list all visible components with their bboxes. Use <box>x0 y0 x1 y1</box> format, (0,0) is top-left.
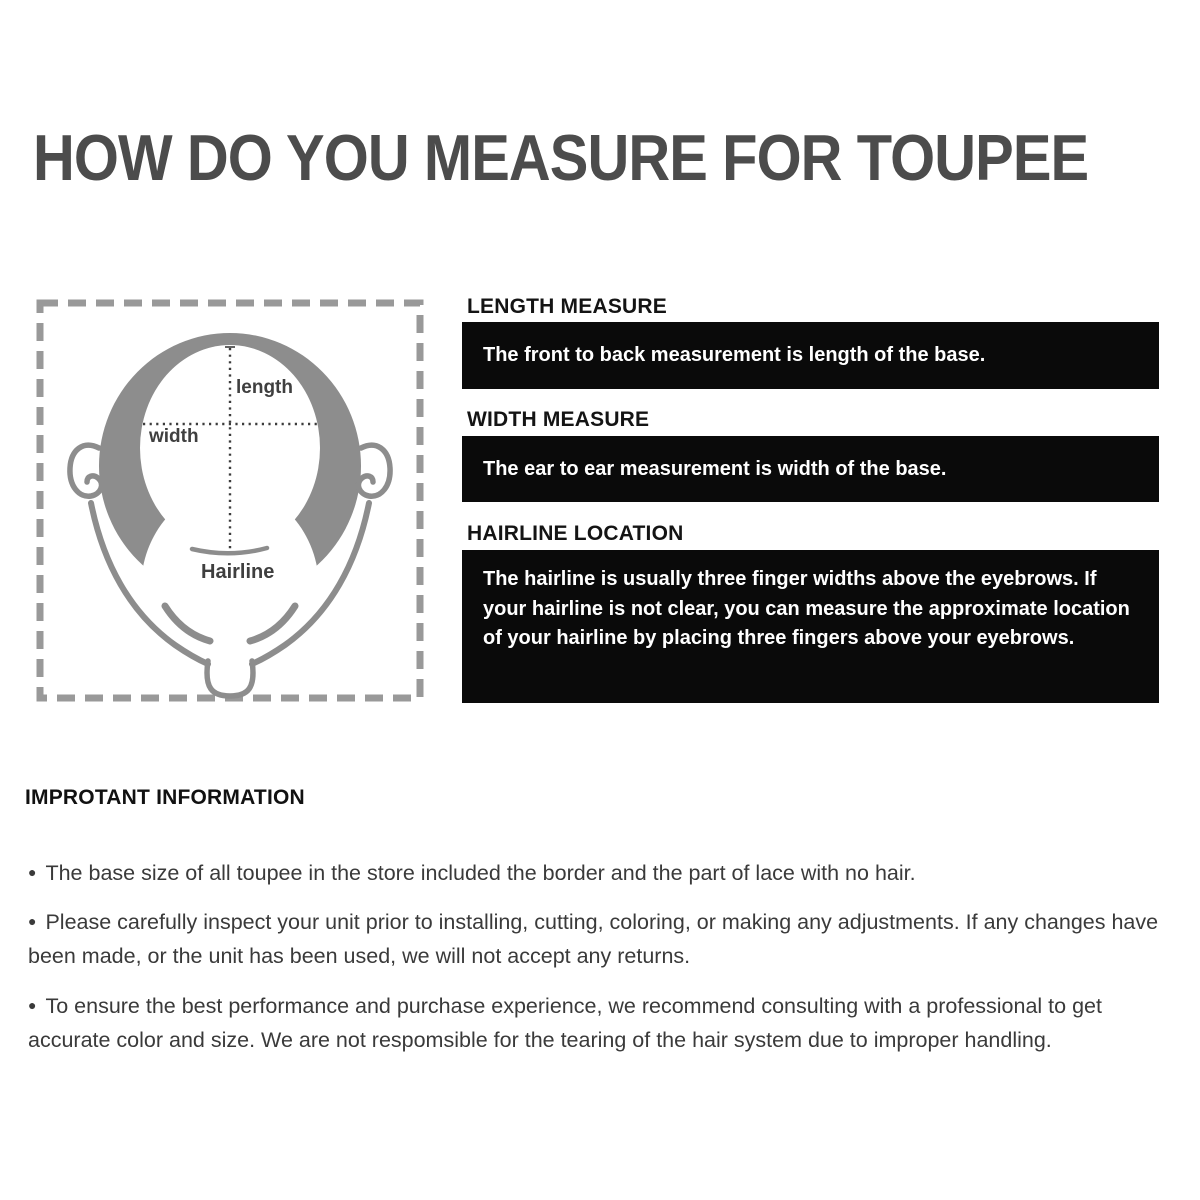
important-bullet-3 <box>28 990 1183 1056</box>
important-information-heading: IMPROTANT INFORMATION <box>25 786 305 809</box>
head-measure-diagram <box>35 298 425 703</box>
important-bullet-2-text: Please carefully inspect your unit prior to installing, cutting, coloring, or making any adjustments. If any changes have been made, or the unit has been used, we will not accept any returns. <box>28 909 1159 968</box>
hairline-location-banner <box>462 550 1159 703</box>
length-measure-banner <box>462 322 1159 389</box>
bullet-icon: ● <box>28 863 37 880</box>
width-measure-heading: WIDTH MEASURE <box>467 408 650 431</box>
hairline-location-text: The hairline is usually three finger widths above the eyebrows. If your hairline is not clear, you can measure the approximate location of your hairline by placing three fingers above your eyebrows. <box>483 568 1130 649</box>
length-measure-heading: LENGTH MEASURE <box>467 295 667 318</box>
important-bullet-1 <box>28 857 1183 891</box>
hairline-location-heading: HAIRLINE LOCATION <box>467 522 684 545</box>
width-label: width <box>149 426 199 447</box>
important-bullet-3-text: To ensure the best performance and purchase experience, we recommend consulting with a professional to get accurate color and size. We are not respomsible for the tearing of the hair system due to improper handling. <box>28 993 1102 1052</box>
left-ear-icon <box>70 445 102 496</box>
bullet-icon: ● <box>28 996 37 1013</box>
right-ear-icon <box>358 445 390 496</box>
width-measure-text: The ear to ear measurement is width of the base. <box>483 457 947 480</box>
bullet-icon: ● <box>28 912 37 929</box>
face-shape <box>141 488 319 688</box>
length-label: length <box>236 377 293 398</box>
page-title: HOW DO YOU MEASURE FOR TOUPEE <box>33 121 1089 194</box>
important-bullet-1-text: The base size of all toupee in the store included the border and the part of lace with no hair. <box>45 860 916 885</box>
hairline-label: Hairline <box>201 561 275 583</box>
important-bullet-2 <box>28 906 1183 972</box>
width-measure-banner <box>462 436 1159 502</box>
length-measure-text: The front to back measurement is length of the base. <box>483 344 986 366</box>
